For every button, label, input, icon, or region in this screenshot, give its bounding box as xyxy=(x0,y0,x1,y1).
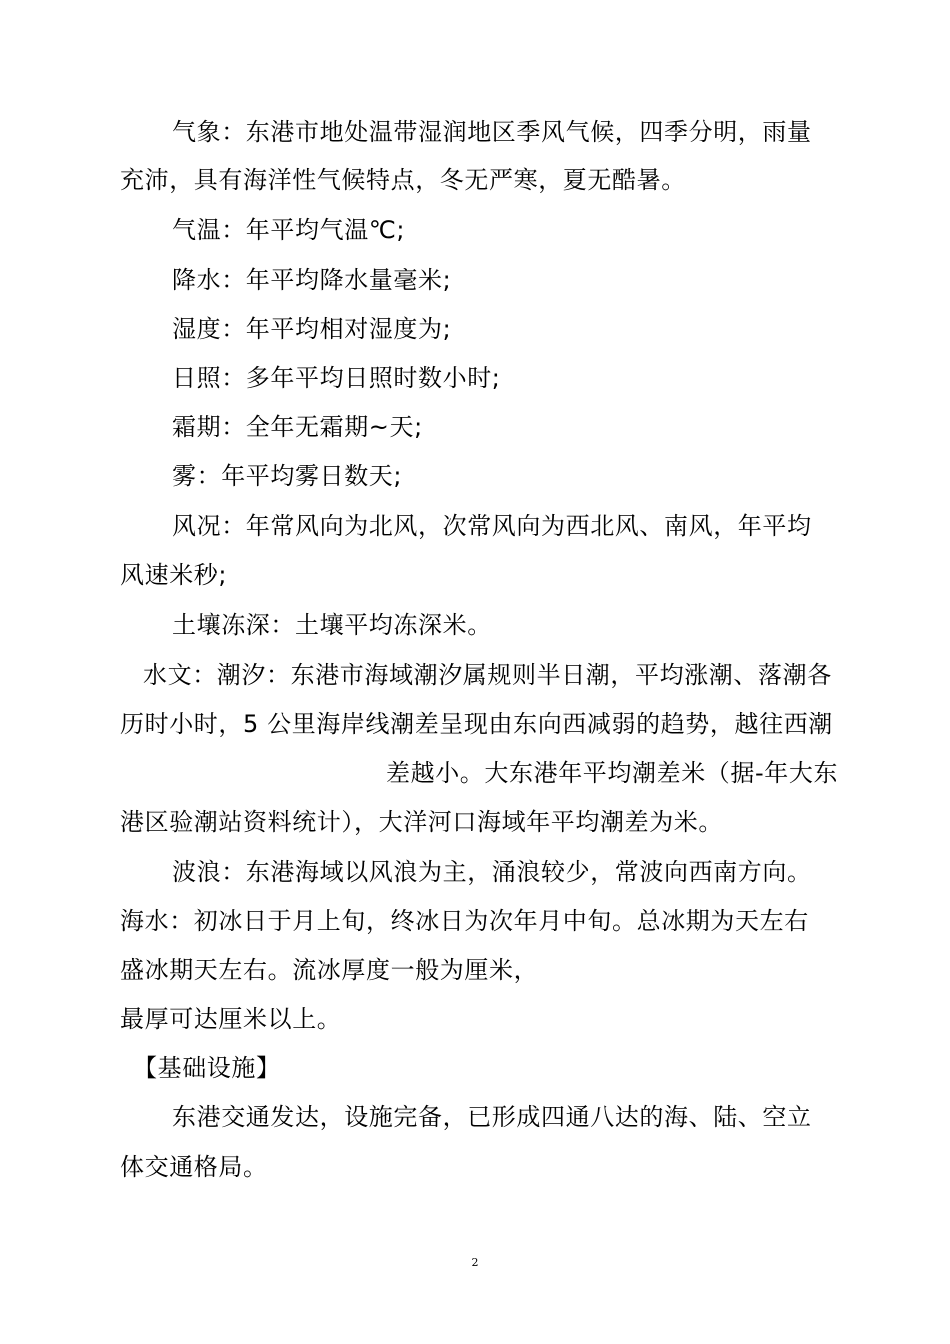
transport-line-2: 体交通格局。 xyxy=(120,1153,268,1181)
page-number: 2 xyxy=(471,1256,479,1269)
climate-line-1: 气象：东港市地处温带湿润地区季风气候，四季分明，雨量 xyxy=(172,118,812,146)
frost-line: 霜期：全年无霜期~天; xyxy=(172,413,423,441)
section-heading: 【基础设施】 xyxy=(133,1054,281,1082)
fog-line: 雾：年平均雾日数天; xyxy=(172,462,403,490)
hydrology-line-1: 水文：潮汐：东港市海域潮汐属规则半日潮，平均涨潮、落潮各 xyxy=(143,661,832,689)
seawater-line-1: 海水：初冰日于月上旬，终冰日为次年月中旬。总冰期为天左右 xyxy=(120,907,809,935)
hydrology-line-4: 港区验潮站资料统计），大洋河口海域年平均潮差为米。 xyxy=(120,808,723,836)
wind-line-2: 风速米秒; xyxy=(120,561,228,589)
seawater-line-3: 最厚可达厘米以上。 xyxy=(120,1005,342,1033)
transport-line-1: 东港交通发达，设施完备，已形成四通八达的海、陆、空立 xyxy=(172,1103,812,1131)
temperature-line: 气温：年平均气温℃; xyxy=(172,216,406,244)
climate-line-2: 充沛，具有海洋性气候特点，冬无严寒，夏无酷暑。 xyxy=(120,166,686,194)
precipitation-line: 降水：年平均降水量毫米; xyxy=(172,266,452,294)
seawater-line-2: 盛冰期天左右。流冰厚度一般为厘米， xyxy=(120,956,539,984)
hydrology-line-2: 历时小时，5 公里海岸线潮差呈现由东向西减弱的趋势，越往西潮 xyxy=(120,710,833,738)
sunshine-line: 日照：多年平均日照时数小时; xyxy=(172,364,501,392)
waves-line: 波浪：东港海域以风浪为主，涌浪较少，常波向西南方向。 xyxy=(172,858,812,886)
humidity-line: 湿度：年平均相对湿度为; xyxy=(172,315,452,343)
soil-line: 土壤冻深：土壤平均冻深米。 xyxy=(172,611,492,639)
hydrology-line-3: 差越小。大东港年平均潮差米（据-年大东 xyxy=(386,759,839,787)
wind-line-1: 风况：年常风向为北风，次常风向为西北风、南风，年平均 xyxy=(172,512,812,540)
